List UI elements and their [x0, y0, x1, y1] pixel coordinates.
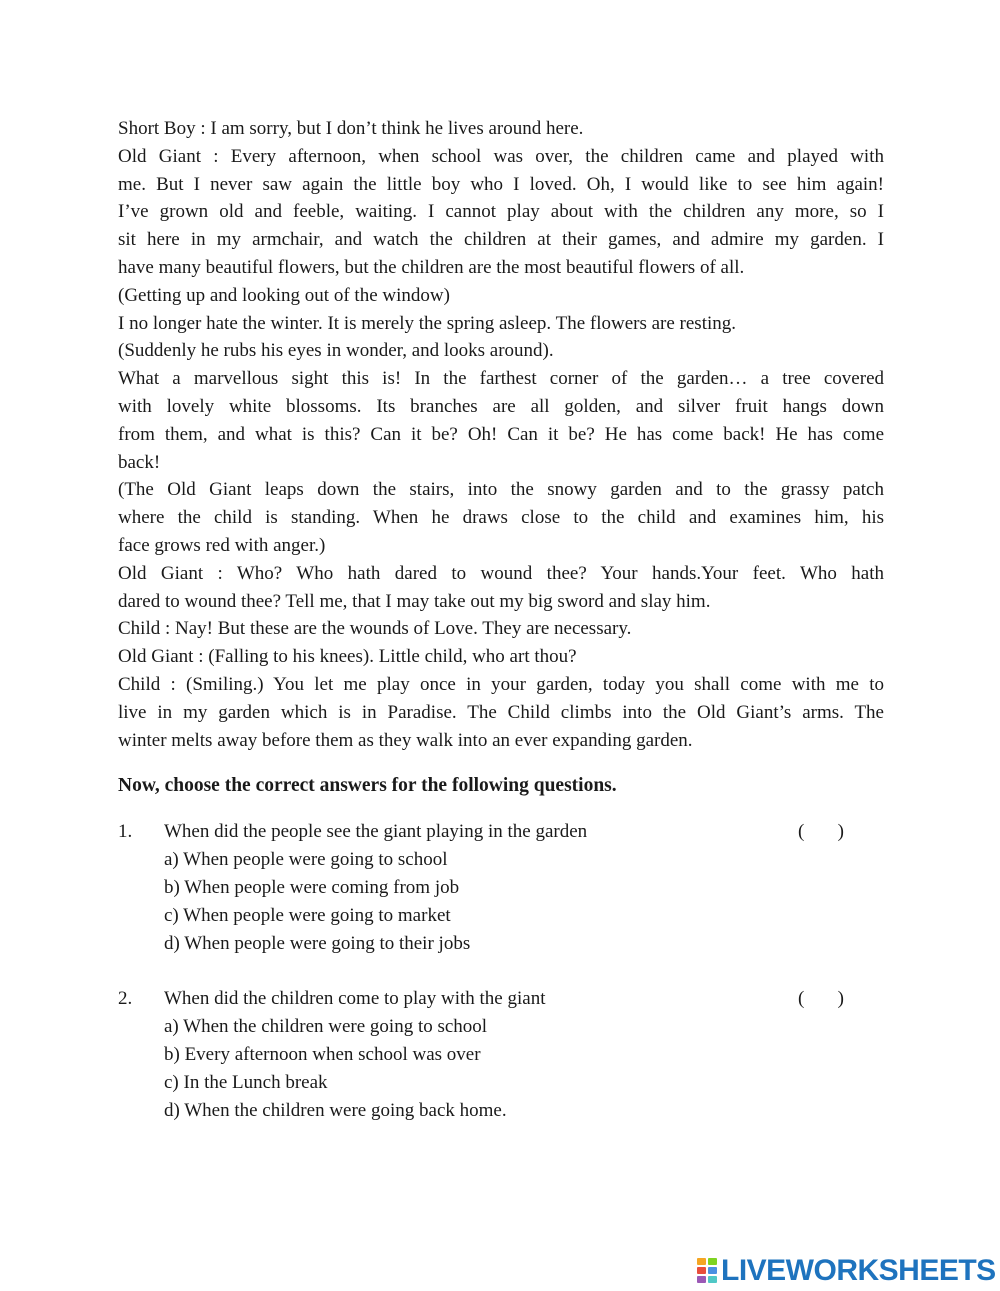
- passage-line: Old Giant : (Falling to his knees). Little child, who art thou?: [118, 646, 577, 668]
- option-d: d) When people were going to their jobs: [164, 933, 471, 955]
- instructions-heading: Now, choose the correct answers for the following questions.: [118, 775, 617, 797]
- passage-line: Old Giant : Every afternoon, when school was over, the children came and played with: [118, 145, 884, 167]
- passage-line: Old Giant : Who? Who hath dared to wound thee? Your hands.Your feet. Who hath: [118, 562, 884, 584]
- worksheet-page: [118, 115, 884, 1152]
- option-b: b) When people were coming from job: [164, 877, 460, 899]
- logo-mark-icon: [697, 1258, 719, 1284]
- passage-line: What a marvellous sight this is! In the farthest corner of the garden… a tree covered: [118, 368, 884, 390]
- option-a: a) When people were going to school: [164, 849, 448, 871]
- question-text: When did the children come to play with the giant: [164, 988, 546, 1010]
- option-c: c) When people were going to market: [164, 905, 451, 927]
- passage-line: have many beautiful flowers, but the children are the most beautiful flowers of all.: [118, 256, 745, 278]
- stage-direction: (Getting up and looking out of the window): [118, 284, 450, 306]
- option-d: d) When the children were going back home.: [164, 1100, 507, 1122]
- stage-direction: where the child is standing. When he draws close to the child and examines him, his: [118, 507, 884, 529]
- stage-direction: (The Old Giant leaps down the stairs, into the snowy garden and to the grassy patch: [118, 479, 884, 501]
- passage-line: winter melts away before them as they walk into an ever expanding garden.: [118, 729, 693, 751]
- passage-line: from them, and what is this? Can it be? Oh! Can it be? He has come back! He has come: [118, 423, 884, 445]
- passage-line: dared to wound thee? Tell me, that I may take out my big sword and slay him.: [118, 590, 711, 612]
- passage-line: sit here in my armchair, and watch the children at their games, and admire my garden. I: [118, 229, 884, 251]
- passage-line: Child : Nay! But these are the wounds of Love. They are necessary.: [118, 618, 632, 640]
- option-b: b) Every afternoon when school was over: [164, 1044, 481, 1066]
- stage-direction: face grows red with anger.): [118, 534, 326, 556]
- passage-line: live in my garden which is in Paradise. The Child climbs into the Old Giant’s arms. The: [118, 701, 884, 723]
- passage-line: Child : (Smiling.) You let me play once in your garden, today you shall come with me to: [118, 673, 884, 695]
- passage: [118, 115, 884, 754]
- passage-line: I no longer hate the winter. It is merely the spring asleep. The flowers are resting.: [118, 312, 737, 334]
- answer-box[interactable]: ( ): [798, 821, 844, 843]
- question-number: 2.: [118, 988, 133, 1010]
- question-2: [118, 985, 884, 1125]
- option-a: a) When the children were going to school: [164, 1016, 488, 1038]
- question-1: [118, 818, 884, 958]
- passage-line: with lovely white blossoms. Its branches are all golden, and silver fruit hangs down: [118, 395, 884, 417]
- stage-direction: (Suddenly he rubs his eyes in wonder, and looks around).: [118, 340, 554, 362]
- passage-line: I’ve grown old and feeble, waiting. I cannot play about with the children any more, so I: [118, 201, 884, 223]
- passage-line: back!: [118, 451, 161, 473]
- passage-line: me. But I never saw again the little boy who I loved. Oh, I would like to see him again!: [118, 173, 884, 195]
- option-c: c) In the Lunch break: [164, 1072, 328, 1094]
- logo-text: LIVEWORKSHEETS: [721, 1254, 996, 1287]
- liveworksheets-logo: [697, 1254, 996, 1288]
- answer-box[interactable]: ( ): [798, 988, 844, 1010]
- question-text: When did the people see the giant playing in the garden: [164, 821, 588, 843]
- passage-line: Short Boy : I am sorry, but I don’t think he lives around here.: [118, 118, 584, 139]
- question-number: 1.: [118, 821, 133, 843]
